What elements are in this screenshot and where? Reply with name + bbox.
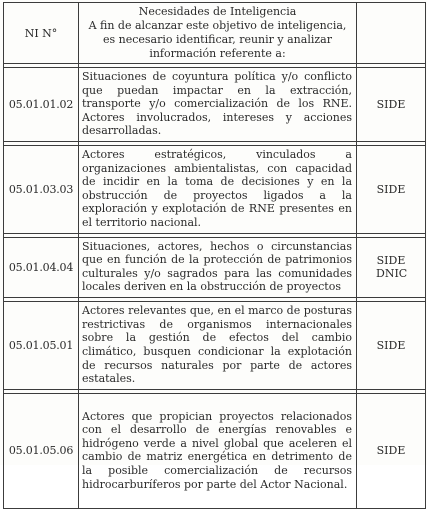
table-row bbox=[4, 145, 426, 233]
row-code: 05.01.05.06 bbox=[4, 393, 79, 508]
intelligence-needs-table bbox=[3, 2, 426, 509]
row-unit: SIDE bbox=[357, 145, 426, 233]
row-code: 05.01.03.03 bbox=[4, 145, 79, 233]
row-code: 05.01.05.01 bbox=[4, 301, 79, 389]
row-code: 05.01.04.04 bbox=[4, 237, 79, 297]
row-description: Actores que propician proyectos relacionados con el desarrollo de energías renovables e hidrógeno verde a nivel global que aceleren el cambio de matriz energética en detrimento de la posible comercialización de recursos hidrocarburíferos por parte del Actor Nacional. bbox=[79, 393, 357, 508]
row-unit bbox=[357, 237, 426, 297]
row-description: Situaciones de coyuntura política y/o conflicto que puedan impactar en la extracción, transporte y/o comercialización de los RNE. Actores involucrados, intereses y acciones desarrolladas. bbox=[79, 68, 357, 142]
row-unit: SIDE bbox=[357, 68, 426, 142]
row-unit: SIDE bbox=[357, 301, 426, 389]
table-row bbox=[4, 393, 426, 508]
header-unit bbox=[357, 3, 426, 64]
row-description: Actores estratégicos, vinculados a organizaciones ambientalistas, con capacidad de incidir en la toma de decisiones y en la obstrucción de proyectos ligados a la exploración y explotación de RNE presentes en el territorio nacional. bbox=[79, 145, 357, 233]
row-description: Actores relevantes que, en el marco de posturas restrictivas de organismos internacionales sobre la gestión de efectos del cambio climático, busquen condicionar la explotación de recursos naturales por parte de actores estatales. bbox=[79, 301, 357, 389]
table-row bbox=[4, 68, 426, 142]
header-ni-number: NI N° bbox=[4, 3, 79, 64]
table-header-row bbox=[4, 3, 426, 64]
header-needs-title: Necesidades de Inteligencia bbox=[138, 5, 297, 18]
table-row bbox=[4, 301, 426, 389]
row-unit: SIDE bbox=[357, 393, 426, 508]
header-needs bbox=[79, 3, 357, 64]
table-row bbox=[4, 237, 426, 297]
header-needs-text: A fin de alcanzar este objetivo de inteligencia, es necesario identificar, reunir y analizar información referente a: bbox=[88, 19, 347, 60]
row-unit-text: SIDE DNIC bbox=[376, 254, 408, 281]
row-description: Situaciones, actores, hechos o circunstancias que en función de la protección de patrimonios culturales y/o sagrados para las comunidades locales deriven en la obstrucción de proyectos bbox=[79, 237, 357, 297]
row-code: 05.01.01.02 bbox=[4, 68, 79, 142]
